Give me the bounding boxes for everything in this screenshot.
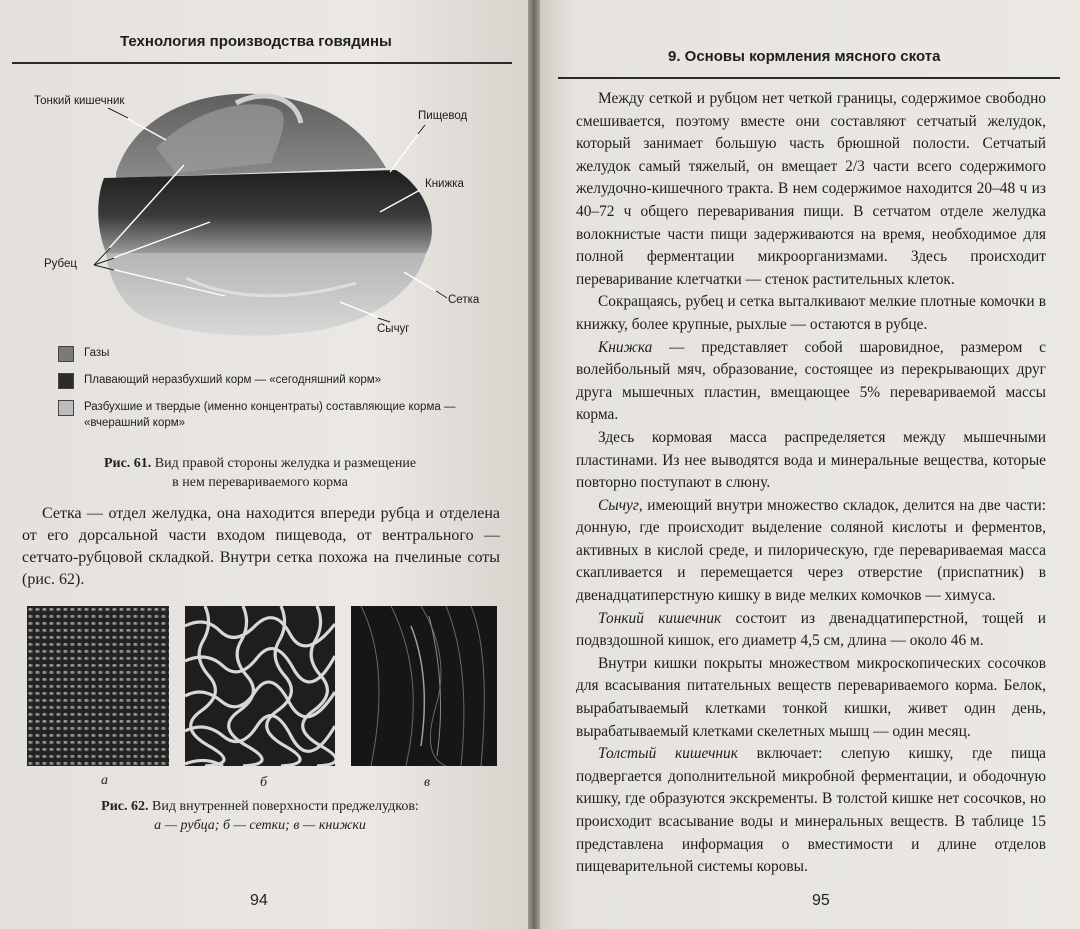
figure61-caption bbox=[40, 454, 480, 492]
photo-omasum-surface bbox=[351, 606, 497, 766]
legend-swatch-gas bbox=[58, 346, 74, 362]
figure62-caption-line1: Вид внутренней поверхности преджелудков: bbox=[148, 799, 419, 814]
stomach-illustration bbox=[96, 78, 446, 348]
paragraph-1-text: Между сеткой и рубцом нет четкой границы, содержимое свободно смешивается, поэтому вместе они составляют сетчатый желудок, который занимает большую часть брюшной полости. Сетчатый желудок самый тяжелый, он вмещает 2/3 части всего содержимого желудочно-кишечного тракта. В нем содержимое находится 20–48 ч из 40–72 ч общего переваривания пищи. В сетчатом отделе желудка волокнистые части пищи задерживаются на время, необходимое для полной ферментации микроорганизмами. Здесь происходит переваривание клетчатки — стенок растительных клеток. bbox=[576, 90, 1046, 288]
label-small-intestine: Тонкий кишечник bbox=[34, 95, 125, 107]
right-body-text bbox=[576, 88, 1046, 879]
photo-reticulum-surface bbox=[185, 606, 335, 766]
left-body-text bbox=[22, 503, 500, 591]
paragraph-8-text: включает: слепую кишку, где пища подвергается дополнительной микробной ферментации, и ободочную кишку, где образуются экскременты. В толстой кишке нет сосочков, но происходит всасывание воды и минеральных веществ. В таблице 15 представлена информация о вместимости и длине отделов пищеварительной системы коровы. bbox=[576, 745, 1046, 876]
figure62-sub-a: а bbox=[101, 773, 108, 788]
label-omasum: Книжка bbox=[425, 178, 464, 190]
header-rule-left bbox=[12, 62, 512, 64]
paragraph-3 bbox=[576, 337, 1046, 427]
legend-floating-feed bbox=[58, 372, 464, 389]
paragraph-6 bbox=[576, 608, 1046, 653]
paragraph-4 bbox=[576, 427, 1046, 495]
paragraph-2-text: Сокращаясь, рубец и сетка выталкивают мелкие плотные комочки в книжку, более крупные, рыхлые — остаются в рубце. bbox=[576, 293, 1046, 333]
paragraph-2 bbox=[576, 291, 1046, 336]
paragraph-5-text: , имеющий внутри множество складок, делится на две части: донную, где происходит выделение соляной кислоты и ферментов, активных в кислой среде, и пилорическую, где перевариваемая масса скапливается и перемещается через отверстие (приспатник) в двенадцатиперстную кишку в виде мелких комочков — химуса. bbox=[576, 496, 1046, 605]
paragraph-6-text: состоит из двенадцатиперстной, тощей и подвздошной кишок, его диаметр 4,5 см, длина — около 46 м. bbox=[576, 609, 1046, 650]
paragraph-7-text: Внутри кишки покрыты множеством микроскопических сосочков для всасывания питательных веществ перевариваемого корма. Белок, вырабатываемый клетками тонкой кишки, живет один день, вырабатываемый клетками скелетных мышц — один месяц. bbox=[576, 654, 1046, 740]
paragraph-8 bbox=[576, 743, 1046, 879]
label-abomasum: Сычуг bbox=[377, 323, 410, 335]
paragraph-5 bbox=[576, 495, 1046, 608]
paragraph-4-text: Здесь кормовая масса распределяется между мышечными пластинами. Из нее выводятся вода и минеральные вещества, которые повторно поступают в слюну. bbox=[576, 428, 1046, 492]
paragraph-5-lead: Сычуг bbox=[598, 496, 639, 514]
page-number-right: 95 bbox=[812, 892, 830, 909]
figure62-photos bbox=[27, 606, 497, 766]
paragraph-7 bbox=[576, 653, 1046, 743]
paragraph-6-lead: Тонкий кишечник bbox=[598, 609, 722, 627]
running-head-right: 9. Основы кормления мясного скота bbox=[668, 48, 941, 65]
right-page bbox=[540, 0, 1080, 929]
paragraph-reticulum: Сетка — отдел желудка, она находится впереди рубца и отделена от его дорсальной части входом пищевода, от вентрального — сетчато-рубцовой складкой. Внутри сетка похожа на пчелиные соты (рис. 62). bbox=[22, 505, 500, 588]
figure62-caption-label: Рис. 62. bbox=[101, 799, 149, 814]
header-rule-right bbox=[558, 77, 1060, 79]
legend-swatch-swollen-feed bbox=[58, 400, 74, 416]
legend-text-floating-feed: Плавающий неразбухший корм — «сегодняшний корм» bbox=[84, 374, 382, 386]
photo-rumen-surface bbox=[27, 606, 169, 766]
paragraph-3-text: — представляет собой шаровидное, размером с волейбольный мяч, образование, состоящее из перекрывающих друг друга мышечных пластин, вмещающее 5% перевариваемой массы корма. bbox=[576, 338, 1046, 424]
legend-swatch-floating-feed bbox=[58, 373, 74, 389]
figure62-sub-c: в bbox=[424, 775, 431, 790]
figure61-caption-line2: в нем перевариваемого корма bbox=[172, 475, 348, 490]
page-number-left: 94 bbox=[250, 892, 268, 909]
left-page bbox=[0, 0, 528, 929]
paragraph-1 bbox=[576, 88, 1046, 291]
legend-text-gas: Газы bbox=[84, 347, 110, 359]
figure61-caption-label: Рис. 61. bbox=[103, 456, 152, 471]
figure62-sub-b: б bbox=[260, 775, 268, 790]
figure62-caption-line2: а — рубца; б — сетки; в — книжки bbox=[154, 818, 366, 833]
paragraph-3-lead: Книжка bbox=[598, 338, 653, 356]
label-rumen: Рубец bbox=[44, 258, 77, 270]
label-esophagus: Пищевод bbox=[418, 110, 468, 122]
book-gutter bbox=[528, 0, 540, 929]
legend-swollen-feed bbox=[58, 399, 464, 431]
legend-text-swollen-feed: Разбухшие и твердые (именно концентраты) составляющие корма — «вчерашний корм» bbox=[84, 401, 456, 429]
running-head-left: Технология производства говядины bbox=[120, 33, 392, 50]
label-reticulum: Сетка bbox=[448, 294, 480, 306]
legend-gas bbox=[58, 345, 464, 362]
floating-feed-layer bbox=[98, 170, 432, 253]
paragraph-8-lead: Толстый кишечник bbox=[598, 745, 738, 763]
figure62-caption bbox=[40, 797, 480, 835]
figure61-caption-line1: Вид правой стороны желудка и размещение bbox=[151, 456, 417, 471]
